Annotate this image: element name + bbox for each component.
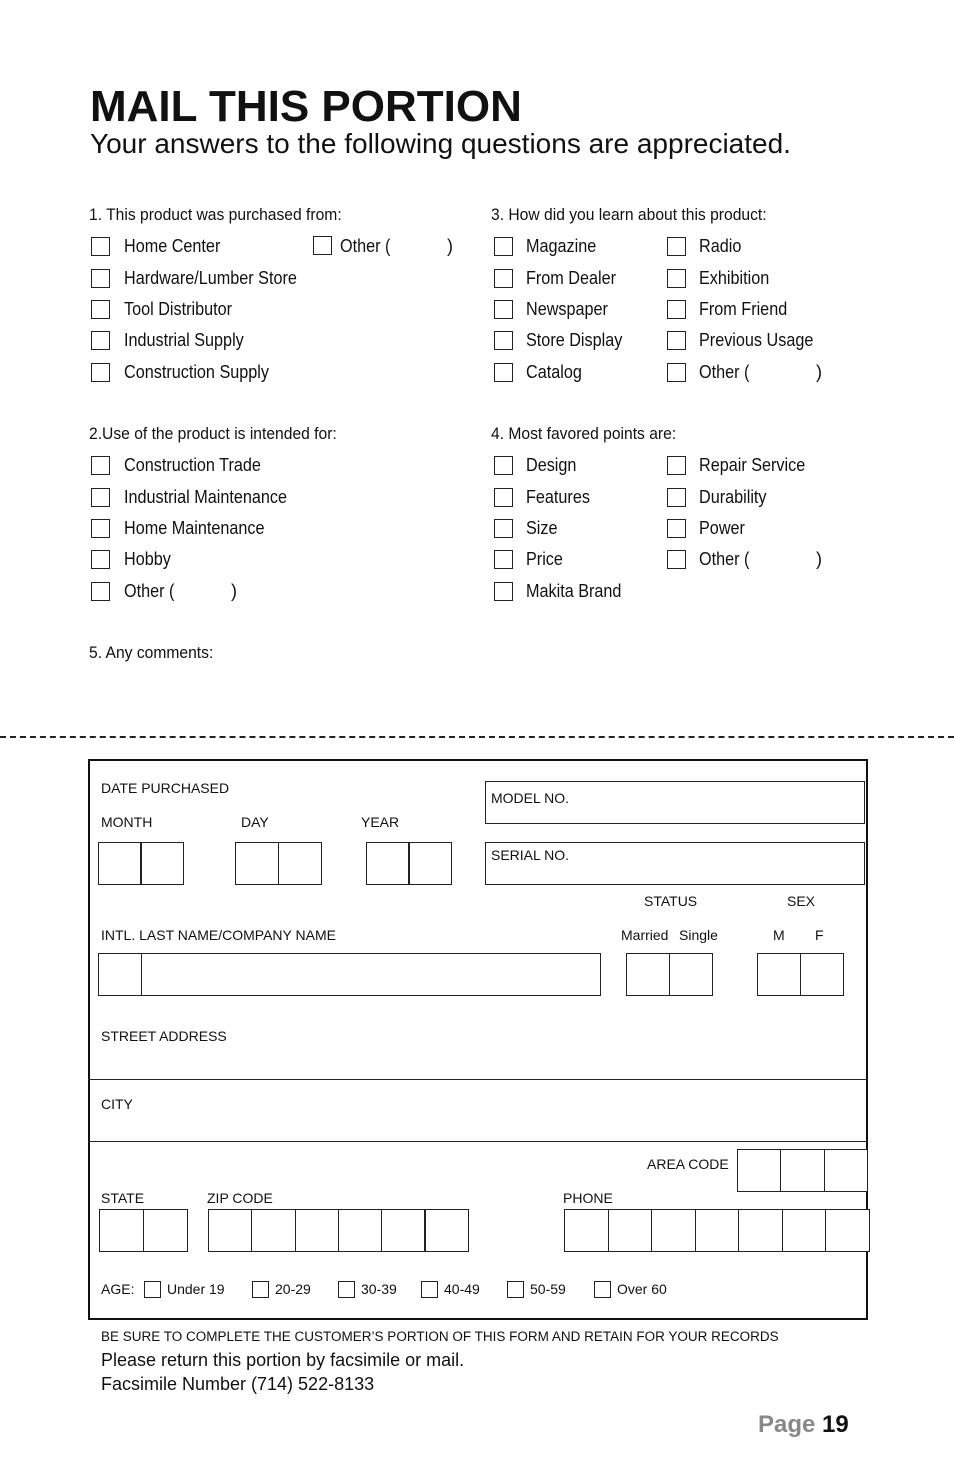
q3b-option-5: Other ( bbox=[699, 362, 750, 382]
phone-digit-1[interactable] bbox=[564, 1209, 609, 1252]
q3b-checkbox-3[interactable] bbox=[667, 300, 686, 319]
age-option-label-1: Under 19 bbox=[167, 1281, 225, 1297]
q3b-option-4: Previous Usage bbox=[699, 330, 814, 350]
area-code-digit-2[interactable] bbox=[780, 1149, 825, 1192]
phone-digit-2[interactable] bbox=[608, 1209, 653, 1252]
q4-other-close: ) bbox=[816, 549, 822, 569]
q1-checkbox-3[interactable] bbox=[91, 300, 110, 319]
q2-option-5: Other ( bbox=[124, 581, 175, 601]
q4a-option-3: Size bbox=[526, 518, 558, 538]
question-3-label: 3. How did you learn about this product: bbox=[491, 205, 767, 224]
q3a-checkbox-2[interactable] bbox=[494, 269, 513, 288]
q1-option-5: Construction Supply bbox=[124, 362, 269, 382]
q3a-option-4: Store Display bbox=[526, 330, 623, 350]
q4b-checkbox-1[interactable] bbox=[667, 456, 686, 475]
q3b-option-1: Radio bbox=[699, 236, 742, 256]
q3b-checkbox-1[interactable] bbox=[667, 237, 686, 256]
zip-digit-2[interactable] bbox=[251, 1209, 295, 1252]
q1-option-2: Hardware/Lumber Store bbox=[124, 268, 297, 288]
month-label: MONTH bbox=[101, 814, 153, 830]
male-box[interactable] bbox=[757, 953, 801, 996]
q2-other-close: ) bbox=[231, 581, 237, 601]
day-label: DAY bbox=[241, 814, 269, 830]
q2-checkbox-4[interactable] bbox=[91, 550, 110, 569]
age-option-label-5: 50-59 bbox=[530, 1281, 566, 1297]
age-checkbox-2[interactable] bbox=[252, 1281, 269, 1298]
q4a-checkbox-3[interactable] bbox=[494, 519, 513, 538]
phone-digit-6[interactable] bbox=[782, 1209, 827, 1252]
married-box[interactable] bbox=[626, 953, 670, 996]
female-label: F bbox=[815, 927, 824, 943]
page-subtitle: Your answers to the following questions are appreciated. bbox=[90, 128, 791, 159]
q4a-option-5: Makita Brand bbox=[526, 581, 622, 601]
age-option-label-6: Over 60 bbox=[617, 1281, 667, 1297]
q2-checkbox-2[interactable] bbox=[91, 488, 110, 507]
q3a-option-2: From Dealer bbox=[526, 268, 617, 288]
q3b-option-3: From Friend bbox=[699, 299, 788, 319]
q3a-option-3: Newspaper bbox=[526, 299, 608, 319]
q1-checkbox-4[interactable] bbox=[91, 331, 110, 350]
age-label: AGE: bbox=[101, 1281, 135, 1297]
q1-other-close: ) bbox=[447, 236, 453, 256]
q2-option-1: Construction Trade bbox=[124, 455, 261, 475]
age-checkbox-4[interactable] bbox=[421, 1281, 438, 1298]
single-label: Single bbox=[679, 927, 718, 943]
return-instructions: Please return this portion by facsimile or mail. bbox=[101, 1350, 465, 1370]
day-digit-1[interactable] bbox=[235, 842, 279, 885]
q3a-checkbox-1[interactable] bbox=[494, 237, 513, 256]
q2-option-4: Hobby bbox=[124, 549, 171, 569]
zip-digit-6[interactable] bbox=[425, 1209, 469, 1252]
q1-option-3: Tool Distributor bbox=[124, 299, 233, 319]
serial-no-label: SERIAL NO. bbox=[491, 847, 570, 863]
area-code-digit-1[interactable] bbox=[737, 1149, 781, 1192]
fax-number: Facsimile Number (714) 522-8133 bbox=[101, 1374, 375, 1394]
records-notice: BE SURE TO COMPLETE THE CUSTOMER’S PORTION OF THIS FORM AND RETAIN FOR YOUR RECORDS bbox=[101, 1329, 779, 1344]
zip-code-label: ZIP CODE bbox=[207, 1190, 273, 1206]
q4b-option-4: Other ( bbox=[699, 549, 750, 569]
age-option-label-2: 20-29 bbox=[275, 1281, 311, 1297]
q4b-option-3: Power bbox=[699, 518, 745, 538]
month-digit-2[interactable] bbox=[141, 842, 184, 885]
question-5-label: 5. Any comments: bbox=[89, 643, 214, 662]
q2-checkbox-5[interactable] bbox=[91, 582, 110, 601]
q4a-checkbox-1[interactable] bbox=[494, 456, 513, 475]
phone-label: PHONE bbox=[563, 1190, 613, 1206]
female-box[interactable] bbox=[800, 953, 844, 996]
date-purchased-label: DATE PURCHASED bbox=[101, 780, 230, 796]
q3-other-close: ) bbox=[816, 362, 822, 382]
phone-digit-7[interactable] bbox=[825, 1209, 870, 1252]
q1-checkbox-1[interactable] bbox=[91, 237, 110, 256]
area-code-digit-3[interactable] bbox=[824, 1149, 868, 1192]
page-word: Page bbox=[758, 1411, 816, 1438]
street-address-label: STREET ADDRESS bbox=[101, 1028, 227, 1044]
zip-digit-5[interactable] bbox=[381, 1209, 425, 1252]
q2-option-2: Industrial Maintenance bbox=[124, 487, 287, 507]
phone-digit-5[interactable] bbox=[738, 1209, 783, 1252]
age-checkbox-3[interactable] bbox=[338, 1281, 355, 1298]
area-code-label: AREA CODE bbox=[647, 1156, 729, 1172]
q4a-checkbox-4[interactable] bbox=[494, 550, 513, 569]
street-divider bbox=[88, 1079, 868, 1080]
q3b-checkbox-4[interactable] bbox=[667, 331, 686, 350]
q1-other-checkbox[interactable] bbox=[313, 236, 332, 255]
question-2-label: 2.Use of the product is intended for: bbox=[89, 424, 337, 443]
question-1-label: 1. This product was purchased from: bbox=[89, 205, 342, 224]
age-option-label-3: 30-39 bbox=[361, 1281, 397, 1297]
status-label: STATUS bbox=[644, 893, 698, 909]
q1-checkbox-2[interactable] bbox=[91, 269, 110, 288]
age-checkbox-1[interactable] bbox=[144, 1281, 161, 1298]
q4b-option-2: Durability bbox=[699, 487, 767, 507]
q2-checkbox-1[interactable] bbox=[91, 456, 110, 475]
phone-digit-4[interactable] bbox=[695, 1209, 740, 1252]
q2-option-3: Home Maintenance bbox=[124, 518, 265, 538]
q4b-checkbox-3[interactable] bbox=[667, 519, 686, 538]
q3a-checkbox-5[interactable] bbox=[494, 363, 513, 382]
married-label: Married bbox=[621, 927, 669, 943]
q3b-option-2: Exhibition bbox=[699, 268, 770, 288]
year-digit-1[interactable] bbox=[366, 842, 409, 885]
age-checkbox-5[interactable] bbox=[507, 1281, 524, 1298]
phone-digit-3[interactable] bbox=[651, 1209, 696, 1252]
cut-line bbox=[0, 736, 954, 738]
q3a-checkbox-3[interactable] bbox=[494, 300, 513, 319]
state-label: STATE bbox=[101, 1190, 145, 1206]
q1-option-4: Industrial Supply bbox=[124, 330, 244, 350]
state-digit-2[interactable] bbox=[143, 1209, 188, 1252]
zip-digit-1[interactable] bbox=[208, 1209, 252, 1252]
city-label: CITY bbox=[101, 1096, 133, 1112]
sex-label: SEX bbox=[787, 893, 816, 909]
q3a-option-1: Magazine bbox=[526, 236, 597, 256]
q4b-checkbox-2[interactable] bbox=[667, 488, 686, 507]
q4a-option-2: Features bbox=[526, 487, 590, 507]
q3a-option-5: Catalog bbox=[526, 362, 582, 382]
page-number bbox=[758, 1411, 849, 1439]
q4a-checkbox-5[interactable] bbox=[494, 582, 513, 601]
single-box[interactable] bbox=[669, 953, 713, 996]
q3a-checkbox-4[interactable] bbox=[494, 331, 513, 350]
initial-field[interactable] bbox=[98, 953, 142, 996]
page-title: MAIL THIS PORTION bbox=[90, 82, 522, 131]
q3b-checkbox-5[interactable] bbox=[667, 363, 686, 382]
state-digit-1[interactable] bbox=[99, 1209, 144, 1252]
q1-other-label: Other ( bbox=[340, 236, 391, 256]
zip-digit-3[interactable] bbox=[295, 1209, 339, 1252]
q3b-checkbox-2[interactable] bbox=[667, 269, 686, 288]
male-label: M bbox=[773, 927, 785, 943]
q4a-option-4: Price bbox=[526, 549, 563, 569]
q4a-option-1: Design bbox=[526, 455, 577, 475]
day-digit-2[interactable] bbox=[278, 842, 322, 885]
question-4-label: 4. Most favored points are: bbox=[491, 424, 677, 443]
year-digit-2[interactable] bbox=[409, 842, 452, 885]
name-label: INTL. LAST NAME/COMPANY NAME bbox=[101, 927, 336, 943]
city-divider bbox=[88, 1141, 868, 1142]
q4b-option-1: Repair Service bbox=[699, 455, 806, 475]
page-num: 19 bbox=[822, 1411, 849, 1438]
model-no-label: MODEL NO. bbox=[491, 790, 570, 806]
last-name-field[interactable] bbox=[141, 953, 601, 996]
q1-checkbox-5[interactable] bbox=[91, 363, 110, 382]
age-checkbox-6[interactable] bbox=[594, 1281, 611, 1298]
month-digit-1[interactable] bbox=[98, 842, 141, 885]
year-label: YEAR bbox=[361, 814, 400, 830]
q4b-checkbox-4[interactable] bbox=[667, 550, 686, 569]
q1-option-1: Home Center bbox=[124, 236, 221, 256]
zip-digit-4[interactable] bbox=[338, 1209, 382, 1252]
q4a-checkbox-2[interactable] bbox=[494, 488, 513, 507]
age-option-label-4: 40-49 bbox=[444, 1281, 480, 1297]
q2-checkbox-3[interactable] bbox=[91, 519, 110, 538]
